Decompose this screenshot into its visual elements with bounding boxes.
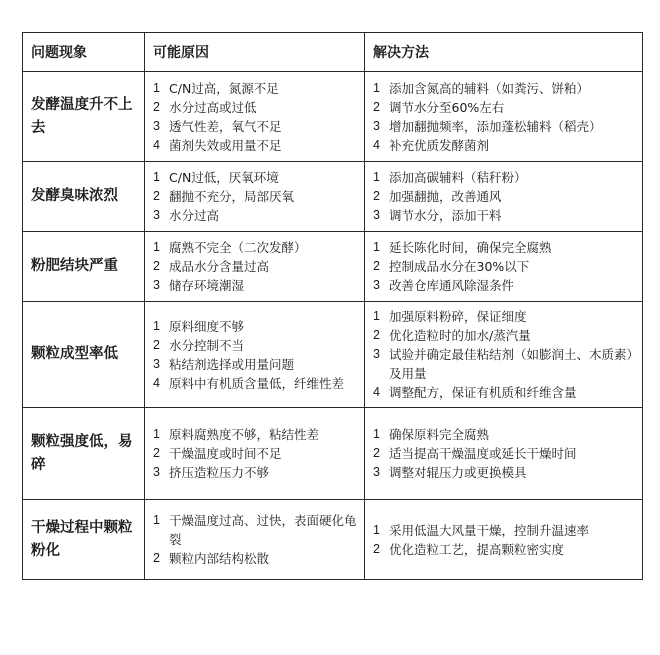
cause-item xyxy=(153,425,358,444)
table-container xyxy=(22,32,642,580)
item-text: 调整配方，保证有机质和纤维含量 xyxy=(389,385,577,400)
item-number: 2 xyxy=(153,446,160,460)
table-row xyxy=(23,72,643,162)
item-text: 适当提高干燥温度或延长干燥时间 xyxy=(389,446,577,461)
item-number: 3 xyxy=(153,118,160,133)
item-text: 腐熟不完全（二次发酵） xyxy=(169,240,307,255)
solution-item xyxy=(373,136,636,155)
item-text: 翻抛不充分，局部厌氧 xyxy=(169,189,295,204)
item-text: 优化造粒时的加水/蒸汽量 xyxy=(389,328,531,343)
item-number: 1 xyxy=(373,427,380,441)
troubleshooting-table xyxy=(22,32,643,580)
solution-item xyxy=(373,307,636,326)
item-text: 添加高碳辅料（秸秆粉） xyxy=(389,170,527,185)
solutions-cell xyxy=(365,302,643,408)
item-number: 1 xyxy=(153,318,160,333)
item-number: 1 xyxy=(153,240,160,254)
item-number: 2 xyxy=(373,99,380,114)
cause-item xyxy=(153,168,358,187)
cause-item xyxy=(153,317,358,336)
cause-item xyxy=(153,136,358,155)
cause-item xyxy=(153,257,358,276)
item-text: 改善仓库通风除湿条件 xyxy=(389,278,515,293)
solution-item xyxy=(373,98,636,117)
item-number: 3 xyxy=(373,208,380,222)
item-text: 原料中有机质含量低，纤维性差 xyxy=(169,375,345,391)
issue-cell: 颗粒成型率低 xyxy=(23,302,145,408)
item-number: 1 xyxy=(373,170,380,184)
cause-item xyxy=(153,374,358,393)
cause-item xyxy=(153,355,358,374)
item-text: 原料腐熟度不够，粘结性差 xyxy=(169,427,320,442)
cause-item xyxy=(153,98,358,117)
causes-cell xyxy=(145,72,365,162)
item-number: 2 xyxy=(153,337,160,352)
item-number: 2 xyxy=(373,328,380,342)
table-row xyxy=(23,232,643,302)
item-text: 水分过高或过低 xyxy=(169,99,257,115)
item-number: 3 xyxy=(373,118,380,133)
solution-item xyxy=(373,79,636,98)
item-number: 1 xyxy=(153,170,160,184)
solution-item xyxy=(373,168,636,187)
header-row xyxy=(23,33,643,72)
item-number: 4 xyxy=(373,385,380,399)
solutions-cell xyxy=(365,162,643,232)
item-number: 2 xyxy=(373,259,380,273)
item-number: 1 xyxy=(153,513,160,527)
item-number: 3 xyxy=(153,208,160,222)
item-number: 1 xyxy=(153,80,160,95)
cause-item xyxy=(153,444,358,463)
item-text: 加强原料粉碎，保证细度 xyxy=(389,309,527,324)
item-text: 确保原料完全腐熟 xyxy=(389,427,490,442)
cause-item xyxy=(153,238,358,257)
item-text: 调整对辊压力或更换模具 xyxy=(389,465,527,480)
item-number: 2 xyxy=(373,541,380,556)
item-number: 2 xyxy=(373,446,380,460)
solution-item xyxy=(373,345,636,383)
item-number: 4 xyxy=(373,137,380,152)
causes-cell xyxy=(145,408,365,500)
solution-item xyxy=(373,521,636,540)
solutions-cell xyxy=(365,408,643,500)
item-text: 加强翻抛，改善通风 xyxy=(389,189,502,204)
solutions-cell xyxy=(365,500,643,580)
item-number: 4 xyxy=(153,375,160,390)
item-number: 2 xyxy=(153,259,160,273)
item-number: 2 xyxy=(153,551,160,565)
item-text: 试验并确定最佳粘结剂（如膨润土、木质素）及用量 xyxy=(389,347,633,381)
causes-cell xyxy=(145,302,365,408)
causes-cell xyxy=(145,232,365,302)
table-row xyxy=(23,302,643,408)
item-text: 调节水分，添加干料 xyxy=(389,208,502,223)
item-text: 颗粒内部结构松散 xyxy=(169,551,270,566)
solution-item xyxy=(373,187,636,206)
solution-item xyxy=(373,206,636,225)
item-text: 调节水分至60%左右 xyxy=(389,99,505,115)
item-text: 优化造粒工艺，提高颗粒密实度 xyxy=(389,541,565,557)
solution-item xyxy=(373,383,636,402)
cause-item xyxy=(153,206,358,225)
item-number: 2 xyxy=(373,189,380,203)
issue-cell: 发酵臭味浓烈 xyxy=(23,162,145,232)
issue-cell: 颗粒强度低，易碎 xyxy=(23,408,145,500)
cause-item xyxy=(153,336,358,355)
item-text: C/N过高，氮源不足 xyxy=(169,80,279,96)
item-text: C/N过低，厌氧环境 xyxy=(169,170,279,185)
item-number: 3 xyxy=(153,465,160,479)
header-solutions: 解决方法 xyxy=(365,33,643,72)
cause-item xyxy=(153,276,358,295)
item-text: 透气性差，氧气不足 xyxy=(169,118,282,134)
table-row xyxy=(23,408,643,500)
item-number: 3 xyxy=(373,347,380,361)
item-text: 水分过高 xyxy=(169,208,220,223)
cause-item xyxy=(153,117,358,136)
item-text: 采用低温大风量干燥，控制升温速率 xyxy=(389,522,590,538)
header-causes: 可能原因 xyxy=(145,33,365,72)
item-number: 1 xyxy=(373,522,380,537)
item-text: 补充优质发酵菌剂 xyxy=(389,137,490,153)
item-number: 3 xyxy=(373,278,380,292)
item-number: 1 xyxy=(373,309,380,323)
item-number: 3 xyxy=(153,356,160,371)
causes-cell xyxy=(145,500,365,580)
item-number: 1 xyxy=(153,427,160,441)
solutions-cell xyxy=(365,72,643,162)
item-text: 干燥温度过高、过快，表面硬化龟裂 xyxy=(169,513,357,547)
solution-item xyxy=(373,257,636,276)
cause-item xyxy=(153,463,358,482)
item-text: 储存环境潮湿 xyxy=(169,278,245,293)
item-text: 延长陈化时间，确保完全腐熟 xyxy=(389,240,552,255)
item-text: 挤压造粒压力不够 xyxy=(169,465,270,480)
item-text: 原料细度不够 xyxy=(169,318,245,334)
item-text: 控制成品水分在30%以下 xyxy=(389,259,530,274)
header-issue: 问题现象 xyxy=(23,33,145,72)
item-text: 粘结剂选择或用量问题 xyxy=(169,356,295,372)
item-text: 菌剂失效或用量不足 xyxy=(169,137,282,153)
causes-cell xyxy=(145,162,365,232)
issue-cell: 粉肥结块严重 xyxy=(23,232,145,302)
item-text: 水分控制不当 xyxy=(169,337,245,353)
item-text: 添加含氮高的辅料（如粪污、饼粕） xyxy=(389,80,590,96)
solution-item xyxy=(373,425,636,444)
issue-cell: 发酵温度升不上去 xyxy=(23,72,145,162)
item-number: 1 xyxy=(373,80,380,95)
solution-item xyxy=(373,276,636,295)
item-number: 2 xyxy=(153,189,160,203)
solution-item xyxy=(373,238,636,257)
item-text: 成品水分含量过高 xyxy=(169,259,270,274)
item-text: 增加翻抛频率，添加蓬松辅料（稻壳） xyxy=(389,118,602,134)
item-number: 1 xyxy=(373,240,380,254)
cause-item xyxy=(153,511,358,549)
cause-item xyxy=(153,79,358,98)
table-row xyxy=(23,500,643,580)
cause-item xyxy=(153,549,358,568)
solutions-cell xyxy=(365,232,643,302)
solution-item xyxy=(373,326,636,345)
table-row xyxy=(23,162,643,232)
issue-cell: 干燥过程中颗粒粉化 xyxy=(23,500,145,580)
item-number: 4 xyxy=(153,137,160,152)
item-number: 2 xyxy=(153,99,160,114)
solution-item xyxy=(373,444,636,463)
item-text: 干燥温度或时间不足 xyxy=(169,446,282,461)
solution-item xyxy=(373,463,636,482)
item-number: 3 xyxy=(373,465,380,479)
solution-item xyxy=(373,540,636,559)
solution-item xyxy=(373,117,636,136)
cause-item xyxy=(153,187,358,206)
item-number: 3 xyxy=(153,278,160,292)
